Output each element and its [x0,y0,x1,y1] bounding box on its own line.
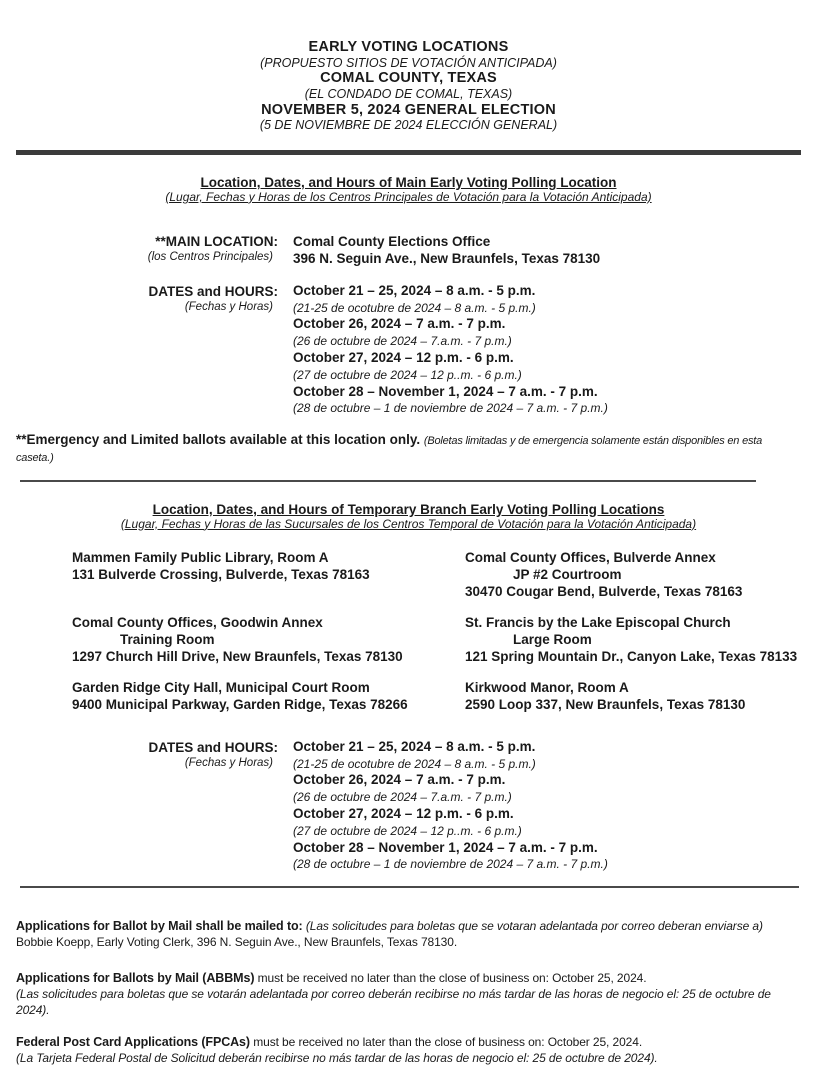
branch-locations-grid [72,549,801,713]
branch-location-name: Comal County Offices, Bulverde Annex [465,549,716,565]
mail-to-paragraph [16,918,801,950]
schedule-line-en: October 26, 2024 – 7 a.m. - 7 p.m. [293,772,506,788]
schedule-line-es: (21-25 de ocotubre de 2024 – 8 a.m. - 5 p.m.) [293,756,536,771]
branch-section-heading [16,502,801,532]
branch-location [465,614,801,665]
branch-dates-label-en: DATES and HOURS: [148,739,278,755]
branch-location [465,679,801,713]
doc-title-spanish: (PROPUESTO SITIOS DE VOTACIÓN ANTICIPADA) [260,55,557,70]
branch-location-room: Training Room [120,631,215,647]
main-dates-label-en: DATES and HOURS: [148,283,278,299]
branch-location-name: Mammen Family Public Library, Room A [72,549,329,565]
main-section-heading [16,175,801,205]
abbm-text: must be received no later than the close of business on: October 25, 2024. [257,971,647,986]
branch-location-address: 121 Spring Mountain Dr., Canyon Lake, Texas 78133 [465,648,798,664]
schedule-line-es: (26 de octubre de 2024 – 7.a.m. - 7 p.m.) [293,790,512,805]
election-title: NOVEMBER 5, 2024 GENERAL ELECTION [261,101,556,118]
abbm-lead: Applications for Ballots by Mail (ABBMs) [16,971,255,986]
document-header [16,40,801,134]
emergency-note-en: **Emergency and Limited ballots available at this location only. [16,432,421,448]
main-dates-label [16,283,278,417]
main-location-label-es: (los Centros Principales) [147,250,273,263]
branch-dates-label [16,739,278,873]
schedule-line-en: October 21 – 25, 2024 – 8 a.m. - 5 p.m. [293,282,536,298]
fpca-text: must be received no later than the close of business on: October 25, 2024. [253,1035,643,1050]
branch-location [72,679,465,713]
main-schedule-list [293,283,801,417]
schedule-line-en: October 28 – November 1, 2024 – 7 a.m. - 7 p.m. [293,383,598,399]
county-title: COMAL COUNTY, TEXAS [320,70,497,87]
branch-locations-section [16,502,801,873]
main-location-address: 396 N. Seguin Ave., New Braunfels, Texas 78130 [293,250,601,266]
divider-thick [16,150,801,155]
fpca-spanish: (La Tarjeta Federal Postal de Solicitud deberán recibirse no más tardar de las horas de negocio el: 25 de octubre de 2024). [16,1051,658,1066]
election-title-spanish: (5 DE NOVIEMBRE DE 2024 ELECCIÓN GENERAL) [259,118,558,133]
branch-schedule-list [293,739,801,873]
branch-section-heading-es: (Lugar, Fechas y Horas de las Sucursales de los Centros Temporal de Votación para la Votación Anticipada) [120,516,697,531]
main-dates-row [16,283,801,417]
schedule-line-es: (27 de octubre de 2024 – 12 p..m. - 6 p.m.) [293,823,522,838]
branch-location-address: 30470 Cougar Bend, Bulverde, Texas 78163 [465,583,743,599]
branch-location-name: Kirkwood Manor, Room A [465,679,629,695]
schedule-line-en: October 27, 2024 – 12 p.m. - 6 p.m. [293,350,514,366]
doc-title: EARLY VOTING LOCATIONS [308,39,509,55]
fpca-lead: Federal Post Card Applications (FPCAs) [16,1035,250,1050]
branch-location-address: 1297 Church Hill Drive, New Braunfels, Texas 78130 [72,648,403,664]
branch-location [465,549,801,600]
main-location-label [16,233,278,267]
main-location-label-en: **MAIN LOCATION: [155,233,278,249]
branch-location-room: JP #2 Courtroom [513,566,622,582]
branch-location [72,614,465,665]
main-section-heading-es: (Lugar, Fechas y Horas de los Centros Principales de Votación para la Votación Anticipada) [165,189,652,204]
branch-location-address: 9400 Municipal Parkway, Garden Ridge, Texas 78266 [72,696,408,712]
ballot-by-mail-footer [16,918,801,1066]
mail-to-spanish: (Las solicitudes para boletas que se votaran adelantada por correo deberan enviarse a) [305,919,763,934]
schedule-line-es: (28 de octubre – 1 de noviembre de 2024 – 7 a.m. - 7 p.m.) [293,857,608,872]
schedule-line-es: (26 de octubre de 2024 – 7.a.m. - 7 p.m.) [293,334,512,349]
branch-location-name: St. Francis by the Lake Episcopal Church [465,614,731,630]
emergency-note-es: (Boletas limitadas y de emergencia solamente están disponibles en esta caseta.) [16,435,763,465]
emergency-ballot-note [16,432,801,466]
abbm-spanish: (Las solicitudes para boletas que se votarán adelantada por correo deberán recibirse no más tardar de las horas de negocio el: 25 de octubre de 2024). [16,987,771,1018]
mail-to-lead: Applications for Ballot by Mail shall be mailed to: [16,919,303,934]
schedule-line-en: October 28 – November 1, 2024 – 7 a.m. - 7 p.m. [293,839,598,855]
branch-location-name: Garden Ridge City Hall, Municipal Court Room [72,679,370,695]
abbm-paragraph [16,970,801,1018]
mail-to-address: Bobbie Koepp, Early Voting Clerk, 396 N. Seguin Ave., New Braunfels, Texas 78130. [16,935,458,950]
divider-thin [20,480,756,482]
schedule-line-en: October 26, 2024 – 7 a.m. - 7 p.m. [293,316,506,332]
branch-section-heading-en: Location, Dates, and Hours of Temporary Branch Early Voting Polling Locations [152,501,665,517]
county-title-spanish: (EL CONDADO DE COMAL, TEXAS) [304,87,513,102]
schedule-line-es: (21-25 de ocotubre de 2024 – 8 a.m. - 5 p.m.) [293,300,536,315]
main-location-name: Comal County Elections Office [293,233,491,249]
branch-dates-row [16,739,801,873]
schedule-line-en: October 21 – 25, 2024 – 8 a.m. - 5 p.m. [293,738,536,754]
branch-location-address: 131 Bulverde Crossing, Bulverde, Texas 78163 [72,566,370,582]
main-section-heading-en: Location, Dates, and Hours of Main Early Voting Polling Location [200,174,617,190]
branch-location-room: Large Room [513,631,592,647]
divider-thin [20,886,799,888]
branch-location-name: Comal County Offices, Goodwin Annex [72,614,323,630]
schedule-line-es: (28 de octubre – 1 de noviembre de 2024 – 7 a.m. - 7 p.m.) [293,401,608,416]
fpca-paragraph [16,1034,801,1066]
branch-dates-label-es: (Fechas y Horas) [184,756,273,769]
main-dates-label-es: (Fechas y Horas) [184,300,273,313]
schedule-line-en: October 27, 2024 – 12 p.m. - 6 p.m. [293,805,514,821]
schedule-line-es: (27 de octubre de 2024 – 12 p..m. - 6 p.m.) [293,367,522,382]
main-location-row [16,233,801,267]
branch-location [72,549,465,600]
branch-location-address: 2590 Loop 337, New Braunfels, Texas 78130 [465,696,746,712]
main-location-section [16,175,801,417]
main-location-value [293,233,801,267]
